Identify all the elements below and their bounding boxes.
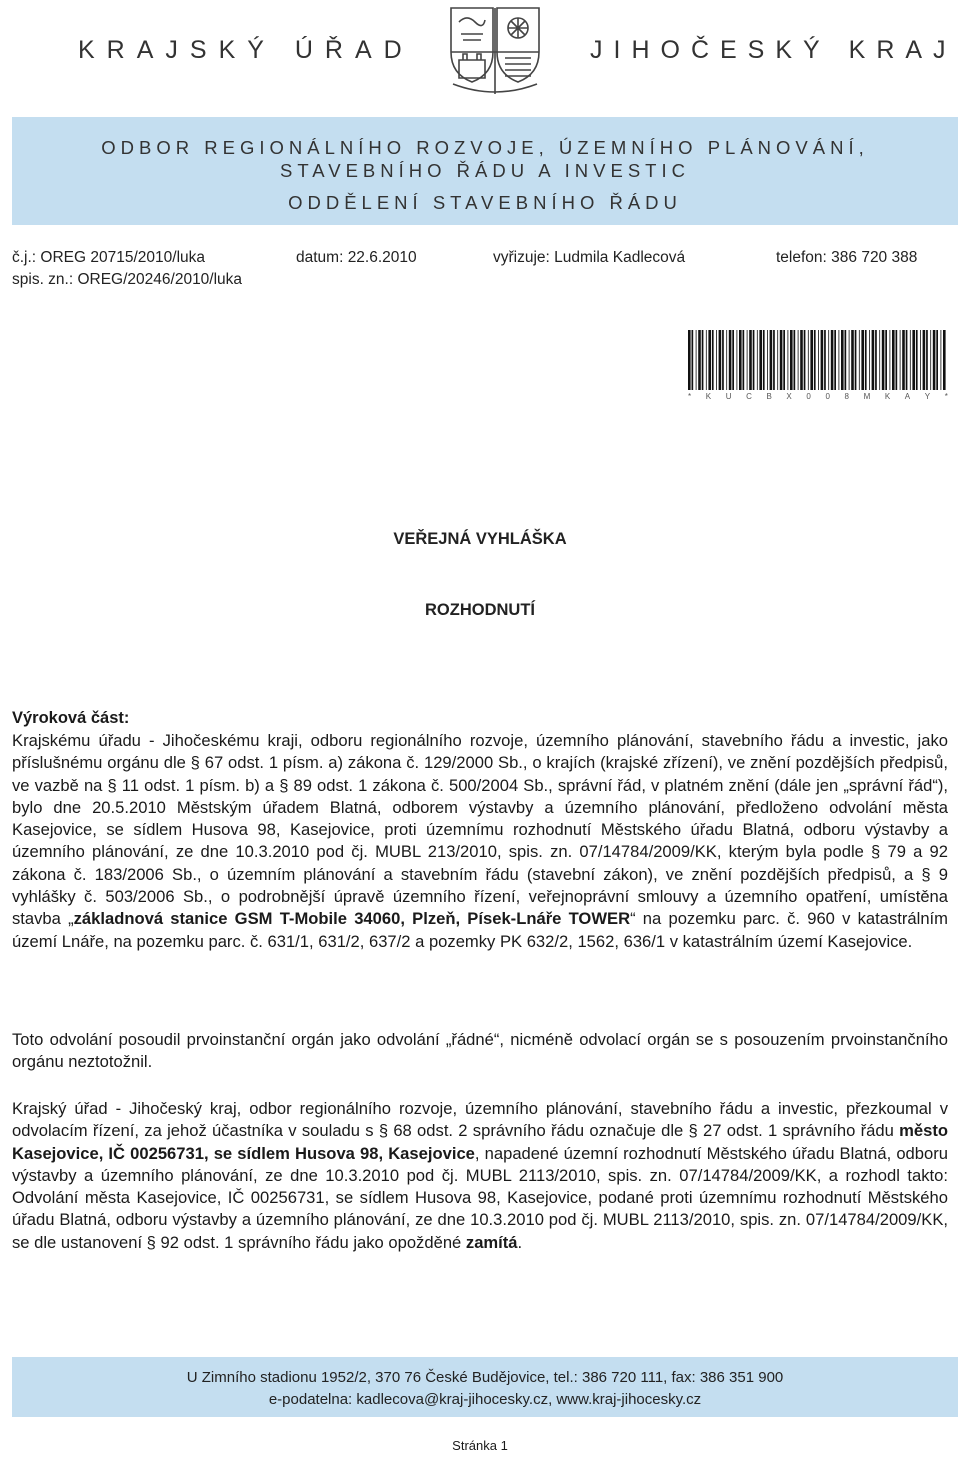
barcode-bar: [912, 330, 915, 390]
barcode-bar: [759, 330, 762, 390]
header-left-title: KRAJSKÝ ÚŘAD: [78, 36, 414, 64]
barcode-bar: [804, 330, 806, 390]
footer-contact: e-podatelna: kadlecova@kraj-jihocesky.cz, www.kraj-jihocesky.cz: [268, 1391, 702, 1408]
footer-banner: [12, 1357, 958, 1417]
handled-by: vyřizuje: Ludmila Kadlecová: [493, 249, 686, 266]
barcode-bar: [930, 330, 931, 390]
barcode-bar: [923, 330, 926, 390]
barcode-bar: [824, 330, 826, 390]
barcode-bar: [737, 330, 738, 390]
barcode-bar: [814, 330, 816, 390]
barcode-bar: [800, 330, 803, 390]
barcode-bar: [892, 330, 895, 390]
barcode-bar: [896, 330, 898, 390]
barcode-bar: [777, 330, 778, 390]
barcode-char: *: [944, 392, 948, 401]
department-line-2: STAVEBNÍHO ŘÁDU A INVESTIC: [280, 160, 690, 181]
footer-address: U Zimního stadionu 1952/2, 370 76 České Budějovice, tel.: 386 720 111, fax: 386 351 900: [186, 1369, 784, 1386]
barcode-bar: [794, 330, 796, 390]
paragraph-3-bold-verdict: zamítá: [465, 1232, 518, 1252]
barcode-char: 0: [806, 392, 811, 401]
barcode-bar: [933, 330, 936, 390]
department-banner: [12, 117, 958, 225]
section-heading: Výroková část:: [12, 709, 130, 727]
barcode-graphic: [688, 330, 948, 390]
barcode-char: K: [705, 392, 712, 401]
barcode-bar: [798, 330, 799, 390]
barcode-caption: [688, 392, 948, 401]
barcode-bar: [859, 330, 860, 390]
header-right-title: JIHOČESKÝ KRAJ: [590, 36, 957, 64]
barcode-char: A: [904, 392, 911, 401]
paragraph-3-text-e: .: [517, 1232, 523, 1252]
paragraph-3: [12, 1098, 948, 1254]
barcode-bar: [739, 330, 742, 390]
coat-of-arms-logo: [445, 4, 545, 98]
barcode-bar: [851, 330, 854, 390]
barcode-bar: [712, 330, 714, 390]
barcode-bar: [747, 330, 748, 390]
barcode-bar: [839, 330, 840, 390]
barcode-char: C: [746, 392, 752, 401]
barcode-char: Y: [924, 392, 931, 401]
barcode-bar: [869, 330, 870, 390]
barcode-bar: [910, 330, 911, 390]
barcode-bar: [753, 330, 755, 390]
barcode-char: K: [884, 392, 891, 401]
barcode-bar: [861, 330, 864, 390]
barcode-bar: [708, 330, 711, 390]
paragraph-2: Toto odvolání posoudil prvoinstanční orgán jako odvolání „řádné“, nicméně odvolací orgán se s posouzením prvoinstančního orgánu neztotožnil.: [12, 1030, 948, 1072]
barcode-char: M: [863, 392, 871, 401]
barcode-bar: [834, 330, 836, 390]
barcode-bar: [890, 330, 891, 390]
barcode-bar: [773, 330, 775, 390]
decision-title: ROZHODNUTÍ: [425, 601, 535, 619]
barcode-bar: [943, 330, 946, 390]
barcode-char: *: [688, 392, 692, 401]
barcode-bar: [692, 330, 694, 390]
barcode-bar: [828, 330, 829, 390]
barcode-bar: [872, 330, 875, 390]
barcode-bar: [926, 330, 928, 390]
barcode-bar: [743, 330, 745, 390]
reference-number: č.j.: OREG 20715/2010/luka: [12, 249, 206, 266]
barcode-bar: [702, 330, 704, 390]
barcode-bar: [849, 330, 850, 390]
barcode-char: U: [725, 392, 732, 401]
barcode-bar: [696, 330, 697, 390]
paragraph-1-text-c: “ na pozemku parc. č. 960 v katastrálním území Lnáře, na pozemku parc. č. 631/1, 631/2, 637/2 a pozemky PK 632/2, 1562, 636/1 v katastrálním území Kasejovice.: [12, 909, 948, 951]
barcode-char: X: [786, 392, 792, 401]
barcode-bar: [900, 330, 901, 390]
barcode-bar: [729, 330, 732, 390]
paragraph-1-text-a: Krajskému úřadu - Jihočeskému kraji, odboru regionálního rozvoje, územního plánování, stavebního řádu a investic, jako příslušnému orgánu dle § 67 odst. 1 písm. a) zákona č. 129/2000 Sb., o krajích (krajské zřízení), ve znění pozdějších předpisů, ve vazbě na § 11 odst. 1 písm. b) a § 89 odst. 1 zákona č. 500/2004 Sb., správní řád, v platném znění (dále jen „správní řád“), bylo dne 20.5.2010 Městským úřadem Blatná, odborem výstavby a územního plánování, předloženo odvolání města Kasejovice, se sídlem Husova 98, Kasejovice, proti územnímu rozhodnutí Městského úřadu Blatná, odboru výstavby a územního plánování, ze dne 10.3.2010 pod čj. MUBL 213/2010, spis. zn. 07/14784/2009/KK, kterým byla podle § 79 a 92 zákona č. 183/2006 Sb., o územním plánování a stavebním řádu (stavební zákon), ve znění pozdějších předpisů, a § 9 vyhlášky č. 503/2006 Sb., o podrobnější úpravě územního řízení, veřejnoprávní smlouvy a územního opatření, umístěna stavba „: [12, 731, 948, 929]
paragraph-3-text-c: , napadené územní rozhodnutí Městského úřadu Blatná, odboru výstavby a územního plánování, ze dne 10.3.2010 pod čj. MUBL 2113/2010, spis. zn. 07/14784/2009/KK, a rozhodl takto: Odvolání města Kasejovice, IČ 00256731, se sídlem Husova 98, Kasejovice, podané proti územnímu rozhodnutí Městského úřadu Blatná, odboru výstavby a územního plánování, ze dne 10.3.2010 pod čj. MUBL 2113/2010, spis. zn. 07/14784/2009/KK, se dle ustanovení § 92 odst. 1 správního řádu jako opožděné: [12, 1143, 948, 1252]
phone-number: telefon: 386 720 388: [776, 249, 918, 266]
barcode-bar: [749, 330, 752, 390]
barcode-bar: [916, 330, 918, 390]
paragraph-3-bold-appellant: město Kasejovice, IČ 00256731, se sídlem Husova 98, Kasejovice: [12, 1121, 948, 1163]
barcode-bar: [808, 330, 809, 390]
barcode-bar: [780, 330, 783, 390]
barcode-bar: [841, 330, 844, 390]
barcode-bar: [902, 330, 905, 390]
barcode-bar: [688, 330, 691, 390]
barcode-bar: [783, 330, 785, 390]
barcode-bar: [757, 330, 758, 390]
barcode-bar: [865, 330, 867, 390]
barcode-bar: [716, 330, 717, 390]
barcode-bar: [698, 330, 701, 390]
barcode-bar: [920, 330, 921, 390]
barcode-bar: [885, 330, 887, 390]
barcode-char: 0: [825, 392, 830, 401]
page-number: Stránka 1: [452, 1438, 508, 1453]
barcode-bar: [821, 330, 824, 390]
barcode-bar: [875, 330, 877, 390]
barcode-bar: [810, 330, 813, 390]
barcode-bar: [763, 330, 765, 390]
barcode-bar: [790, 330, 793, 390]
barcode-bar: [706, 330, 707, 390]
file-reference: spis. zn.: OREG/20246/2010/luka: [12, 271, 243, 288]
barcode-bar: [767, 330, 768, 390]
barcode-bar: [732, 330, 734, 390]
barcode-char: 8: [844, 392, 849, 401]
paragraph-3-text-a: Krajský úřad - Jihočeský kraj, odbor regionálního rozvoje, územního plánování, stavebního řádu a investic, přezkoumal v odvolacím řízení, za jehož účastníka v souladu s § 68 odst. 2 správního řádu označuje dle § 27 odst. 1 správního řádu: [12, 1099, 948, 1141]
department-line-1: ODBOR REGIONÁLNÍHO ROZVOJE, ÚZEMNÍHO PLÁNOVÁNÍ,: [101, 137, 869, 158]
barcode-bar: [845, 330, 847, 390]
barcode-bar: [719, 330, 722, 390]
barcode-bar: [831, 330, 834, 390]
barcode-bar: [722, 330, 724, 390]
public-notice-title: VEŘEJNÁ VYHLÁŠKA: [393, 530, 567, 548]
barcode-bar: [941, 330, 942, 390]
barcode-bar: [855, 330, 857, 390]
department-line-3: ODDĚLENÍ STAVEBNÍHO ŘÁDU: [288, 192, 682, 213]
barcode-bar: [936, 330, 938, 390]
barcode-bar: [770, 330, 773, 390]
paragraph-1-bold: základnová stanice GSM T-Mobile 34060, Plzeň, Písek-Lnáře TOWER: [73, 909, 631, 929]
document-date: datum: 22.6.2010: [296, 249, 417, 266]
barcode-bar: [818, 330, 819, 390]
paragraph-1: [12, 730, 948, 953]
barcode-bar: [726, 330, 727, 390]
barcode-bar: [879, 330, 880, 390]
barcode-char: B: [766, 392, 772, 401]
barcode-bar: [788, 330, 789, 390]
barcode-bar: [906, 330, 908, 390]
barcode-bar: [882, 330, 885, 390]
